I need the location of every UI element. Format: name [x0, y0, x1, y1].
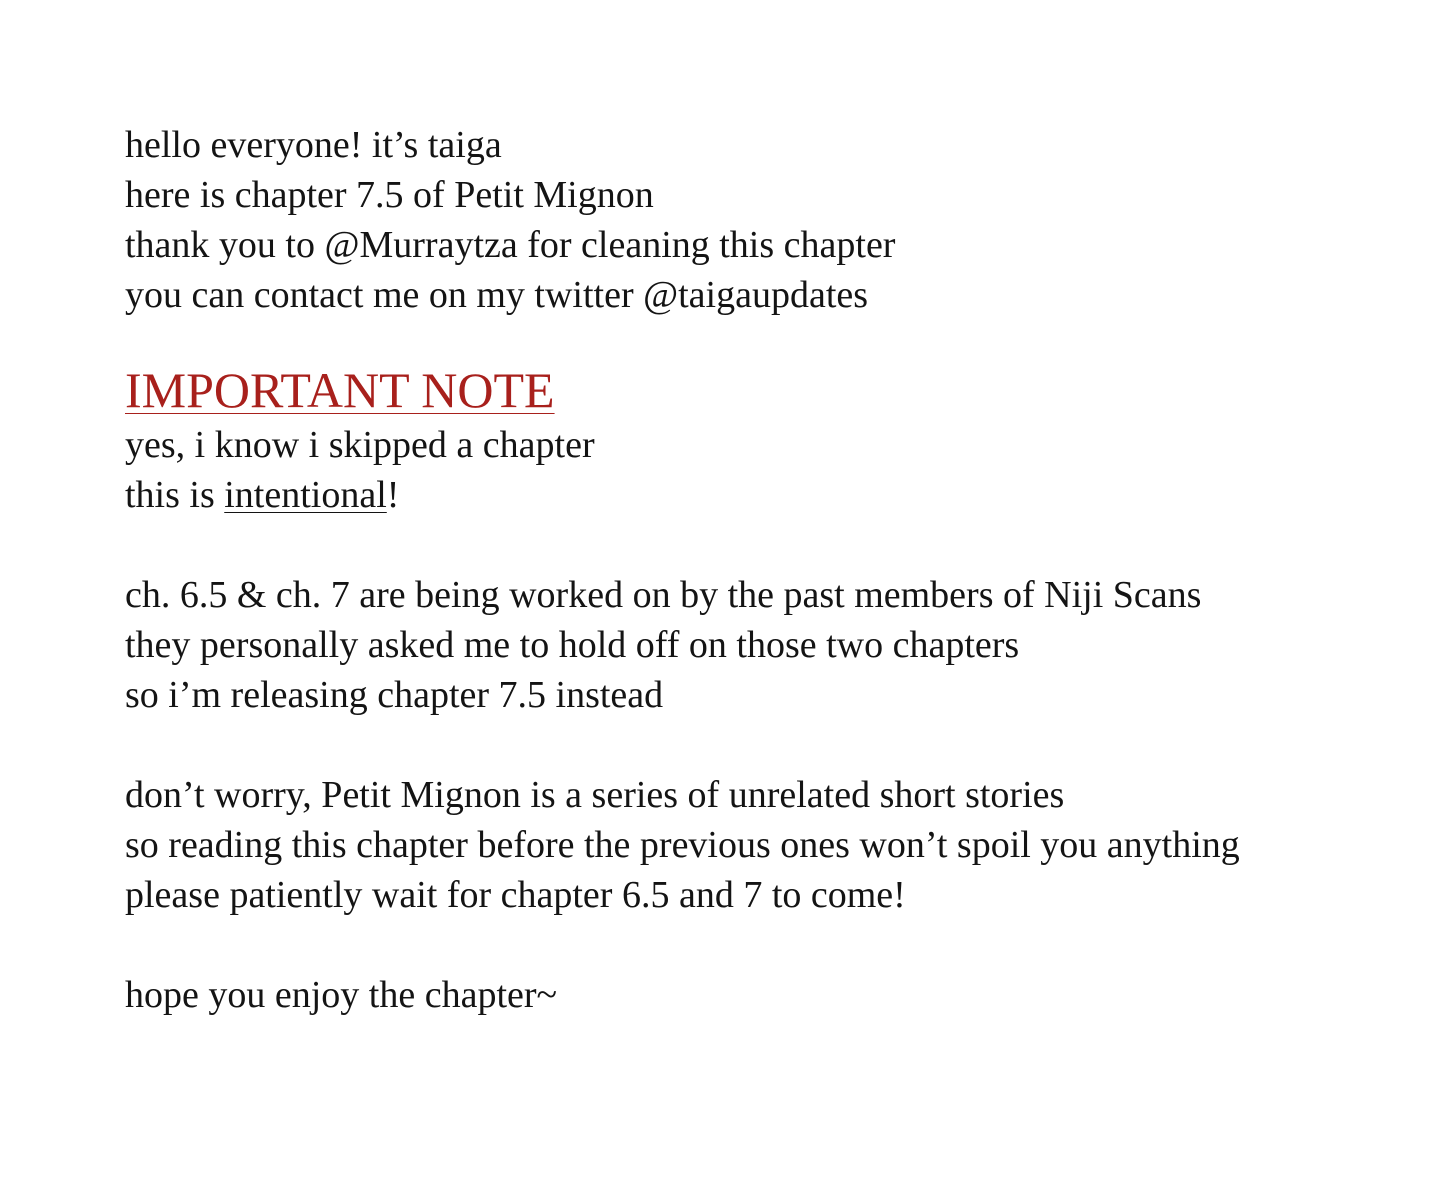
spacer [125, 320, 1405, 360]
important-note-heading-text: IMPORTANT NOTE [125, 362, 555, 418]
spacer [125, 720, 1405, 770]
intro-block [125, 120, 1405, 320]
translator-note-page [125, 120, 1405, 1020]
explanation-line: ch. 6.5 & ch. 7 are being worked on by the past members of Niji Scans [125, 574, 1202, 616]
skipped-chapter-line: yes, i know i skipped a chapter [125, 424, 595, 466]
credit-line: thank you to @Murraytza for cleaning this chapter [125, 224, 896, 266]
reassurance-line: don’t worry, Petit Mignon is a series of unrelated short stories [125, 774, 1065, 816]
spacer [125, 520, 1405, 570]
intentional-suffix: ! [386, 474, 400, 516]
intentional-prefix: this is [125, 474, 225, 516]
explanation-line: they personally asked me to hold off on those two chapters [125, 624, 1020, 666]
greeting-line: hello everyone! it’s taiga [125, 124, 502, 166]
contact-line: you can contact me on my twitter @taigaupdates [125, 274, 869, 316]
reassurance-line: please patiently wait for chapter 6.5 and 7 to come! [125, 874, 906, 916]
spacer [125, 920, 1405, 970]
intentional-line [125, 470, 1405, 520]
reassurance-line: so reading this chapter before the previous ones won’t spoil you anything [125, 824, 1240, 866]
important-note-heading [125, 360, 1405, 420]
intentional-emphasis: intentional [224, 474, 387, 516]
explanation-line: so i’m releasing chapter 7.5 instead [125, 674, 664, 716]
explanation-block [125, 570, 1405, 720]
closing-line: hope you enjoy the chapter~ [125, 974, 558, 1016]
important-note-block [125, 360, 1405, 520]
chapter-line: here is chapter 7.5 of Petit Mignon [125, 174, 654, 216]
reassurance-block [125, 770, 1405, 920]
